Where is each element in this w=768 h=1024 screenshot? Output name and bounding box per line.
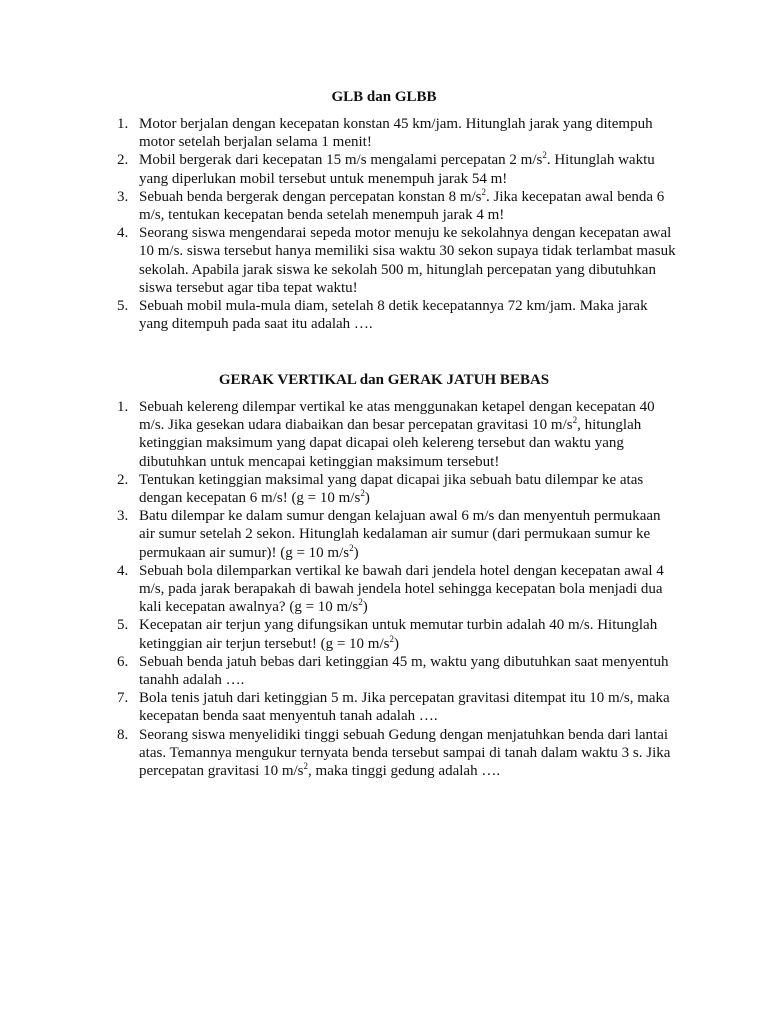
list-item [100, 471, 680, 507]
section-title-gerak-vertikal: GERAK VERTIKAL dan GERAK JATUH BEBAS [218, 372, 550, 388]
question-text: Seorang siswa mengendarai sepeda motor menuju ke sekolahnya dengan kecepatan awal 10 m/s. siswa tersebut hanya memiliki sisa waktu 30 sekon supaya tidak terlambat masuk sekolah. Apabila jarak siswa ke sekolah 500 m, hitunglah percepatan yang dibutuhkan siswa tersebut agar tiba tepat waktu! [139, 225, 676, 296]
question-text: Sebuah benda bergerak dengan percepatan konstan 8 m/s [139, 188, 482, 205]
item-number: 6. [117, 653, 129, 670]
list-item [100, 689, 680, 725]
superscript: 2 [349, 542, 354, 553]
list-item [100, 151, 680, 187]
list-item [100, 653, 680, 689]
question-text: Sebuah kelereng dilempar vertikal ke atas menggunakan ketapel dengan kecepatan 40 m/s. Jika gesekan udara diabaikan dan besar percepatan gravitasi 10 m/s [139, 399, 655, 434]
item-number: 1. [117, 399, 129, 415]
list-item [100, 297, 680, 333]
question-text: ) [364, 490, 370, 507]
item-number: 1. [117, 116, 129, 132]
item-number: 5. [117, 298, 129, 315]
question-text: Kecepatan air terjun yang difungsikan untuk memutar turbin adalah 40 m/s. Hitunglah ketinggian air terjun tersebut! (g = 10 m/s [139, 617, 658, 652]
question-text: , maka tinggi gedung adalah …. [308, 763, 501, 780]
superscript: 2 [481, 186, 487, 197]
question-text: Batu dilempar ke dalam sumur dengan kelajuan awal 6 m/s dan menyentuh permukaan air sumur setelah 2 sekon. Hitunglah kedalaman air sumur (dari permukaan sumur ke permukaan air sumur)! (g = 10 m/s [139, 508, 661, 561]
list-item [100, 507, 680, 562]
question-text: ) [393, 635, 399, 652]
question-text: , hitunglah ketinggian maksimum yang dapat dicapai oleh kelereng tersebut dan waktu yang dibutuhkan untuk mencapai ketinggian maksimum tersebut! [139, 417, 642, 470]
list-item [100, 115, 680, 151]
item-number: 4. [117, 562, 129, 579]
question-text: Seorang siswa menyelidiki tinggi sebuah Gedung dengan menjatuhkan benda dari lantai atas. Temannya mengukur ternyata benda tersebut sampai di tanah dalam waktu 3 s. Jika percepatan gravitasi 10 m/s [139, 726, 671, 780]
question-text: Sebuah bola dilemparkan vertikal ke bawah dari jendela hotel dengan kecepatan awal 4 m/s, pada jarak berapakah di bawah jendela hotel sehingga kecepatan bola menjadi dua kali kecepatan awalnya? (g = 10 m/s [139, 562, 664, 616]
superscript: 2 [572, 415, 578, 426]
question-text: ) [362, 599, 368, 616]
question-list-gerak-vertikal [100, 398, 680, 780]
question-text: Sebuah mobil mula-mula diam, setelah 8 detik kecepatannya 72 km/jam. Maka jarak yang ditempuh pada saat itu adalah …. [139, 298, 648, 333]
list-item [100, 562, 680, 617]
list-item [100, 188, 680, 224]
question-text: Motor berjalan dengan kecepatan konstan 45 km/jam. Hitunglah jarak yang ditempuh motor setelah berjalan selama 1 menit! [139, 116, 653, 151]
superscript: 2 [358, 597, 363, 608]
question-text: Tentukan ketinggian maksimal yang dapat dicapai jika sebuah batu dilempar ke atas dengan kecepatan 6 m/s! (g = 10 m/s [139, 471, 644, 507]
item-number: 3. [117, 508, 129, 525]
question-text: . Jika kecepatan awal benda 6 m/s, tentukan kecepatan benda setelah menempuh jarak 4 m! [139, 188, 665, 224]
item-number: 3. [117, 188, 129, 205]
list-item [100, 726, 680, 781]
superscript: 2 [389, 633, 394, 644]
list-item [100, 398, 680, 471]
question-text: Bola tenis jatuh dari ketinggian 5 m. Jika percepatan gravitasi ditempat itu 10 m/s, maka kecepatan benda saat menyentuh tanah adalah …. [139, 690, 670, 725]
superscript: 2 [360, 488, 365, 499]
question-text: Sebuah benda jatuh bebas dari ketinggian 45 m, waktu yang dibutuhkan saat menyentuh tanahh adalah …. [139, 653, 669, 689]
item-number: 2. [117, 471, 129, 488]
question-list-glb-glbb [100, 115, 680, 333]
question-text: ) [353, 544, 359, 561]
list-item [100, 616, 680, 652]
list-item [100, 224, 680, 297]
question-text: . Hitunglah waktu yang diperlukan mobil tersebut untuk menempuh jarak 54 m! [139, 152, 655, 187]
question-text: Mobil bergerak dari kecepatan 15 m/s mengalami percepatan 2 m/s [139, 152, 543, 169]
item-number: 4. [117, 225, 129, 242]
item-number: 8. [117, 726, 129, 743]
superscript: 2 [303, 761, 309, 772]
superscript: 2 [542, 150, 547, 161]
section-title-glb-glbb: GLB dan GLBB [331, 89, 437, 105]
item-number: 7. [117, 690, 129, 707]
item-number: 5. [117, 617, 129, 634]
item-number: 2. [117, 152, 129, 169]
